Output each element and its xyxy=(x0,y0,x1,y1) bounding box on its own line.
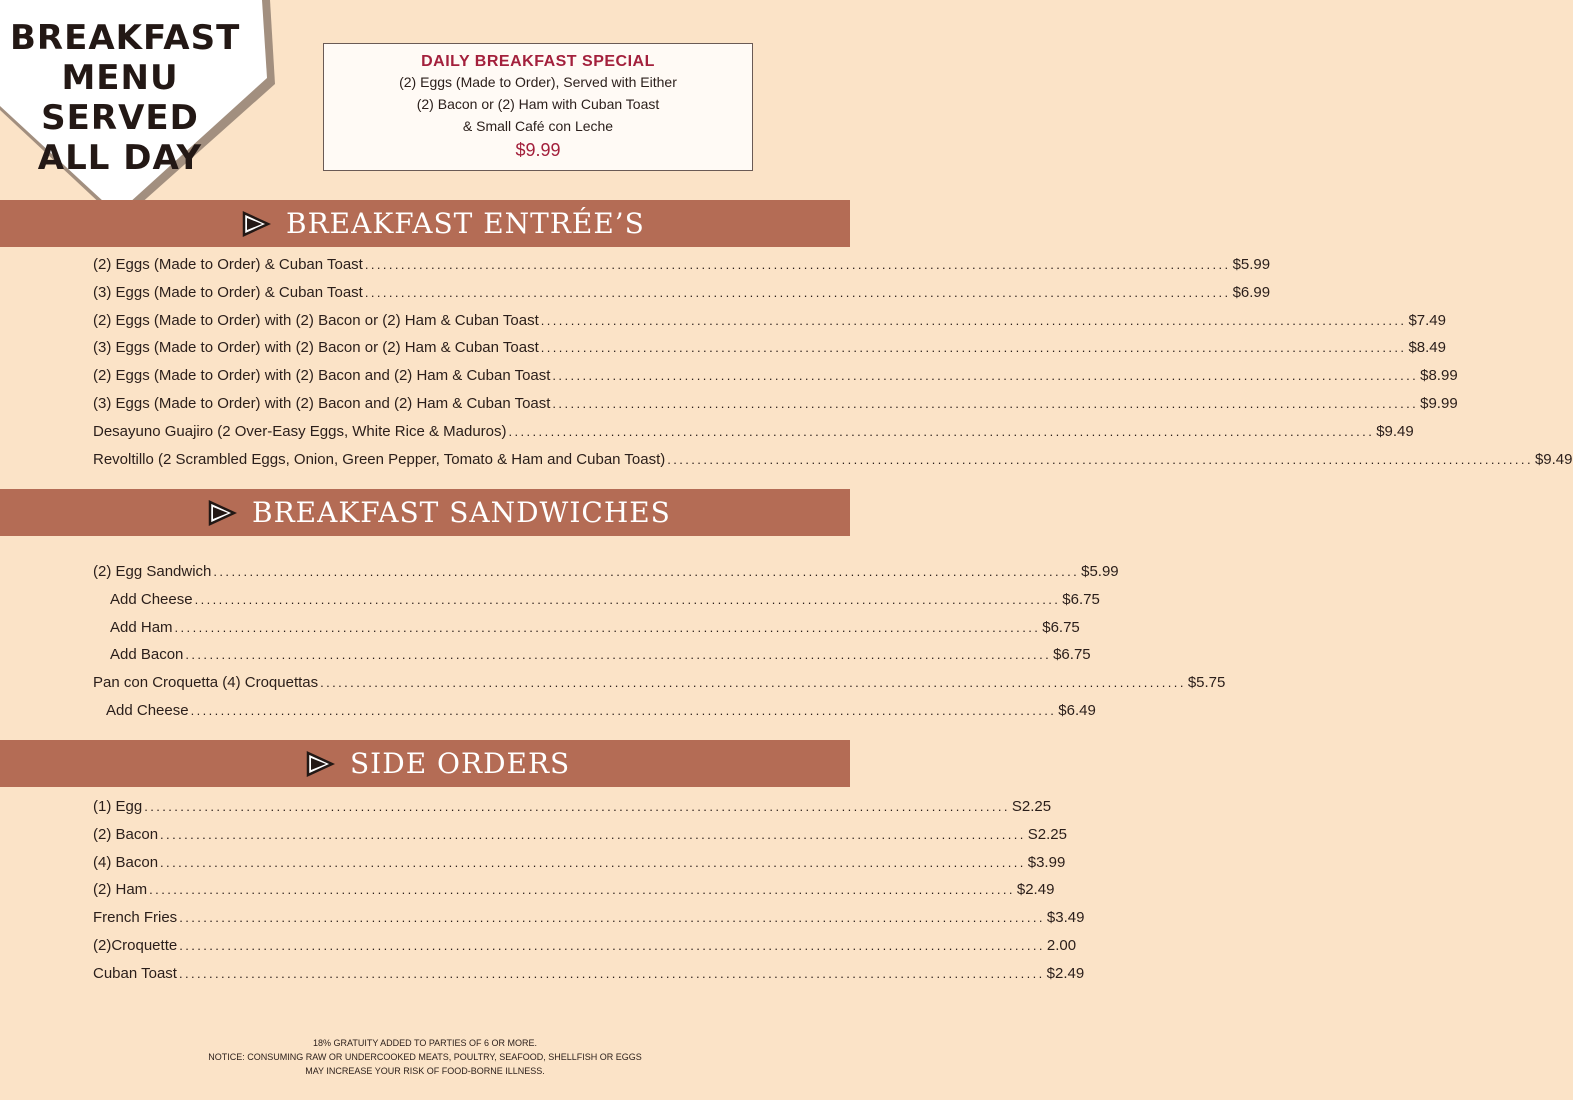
section-band-sides xyxy=(0,740,850,787)
dot-leader: ................................................................................................................................................ xyxy=(364,284,1231,300)
list-item: Pan con Croquetta (4) Croquettas ................................................................................................................................................ $5.75 xyxy=(93,674,1226,692)
section-band-entrees xyxy=(0,200,850,247)
list-item: (2) Ham ................................................................................................................................................ $2.49 xyxy=(93,881,1055,899)
dot-leader: ................................................................................................................................................ xyxy=(213,564,1080,579)
dot-leader: ................................................................................................................................................ xyxy=(179,910,1045,926)
item-list-sandwiches xyxy=(93,563,1226,730)
daily-special-line-2: (2) Bacon or (2) Ham with Cuban Toast xyxy=(416,96,660,112)
dot-leader: ................................................................................................................................................ xyxy=(540,312,1407,328)
dot-leader: ................................................................................................................................................ xyxy=(540,340,1407,356)
dot-leader: ................................................................................................................................................ xyxy=(552,368,1419,384)
list-item: (2) Eggs (Made to Order) with (2) Bacon or (2) Ham & Cuban Toast ................................................................................................................................................ $7.49 xyxy=(93,311,1446,329)
play-arrow-icon xyxy=(306,750,334,778)
list-item: Add Ham ................................................................................................................................................ $6.75 xyxy=(110,618,1080,636)
dot-leader: ................................................................................................................................................ xyxy=(149,882,1015,898)
list-item: Revoltillo (2 Scrambled Eggs, Onion, Green Pepper, Tomato & Ham and Cuban Toast) ................................................................................................................................................ $9.49 xyxy=(93,450,1573,468)
dot-leader: ................................................................................................................................................ xyxy=(179,937,1045,953)
list-item: Cuban Toast ................................................................................................................................................ $2.49 xyxy=(93,964,1085,982)
list-item: (4) Bacon ................................................................................................................................................ $3.99 xyxy=(93,853,1066,871)
corner-line-3: ALL DAY xyxy=(37,138,203,178)
corner-line-1: BREAKFAST xyxy=(10,18,241,58)
dot-leader: ................................................................................................................................................ xyxy=(667,451,1533,467)
daily-special-line-3: & Small Café con Leche xyxy=(462,118,614,134)
daily-special-title: DAILY BREAKFAST SPECIAL xyxy=(421,53,655,70)
daily-special-line-1: (2) Eggs (Made to Order), Served with Either xyxy=(399,74,677,90)
dot-leader: ................................................................................................................................................ xyxy=(160,854,1026,870)
dot-leader: ................................................................................................................................................ xyxy=(178,965,1045,981)
item-list-entrees xyxy=(93,256,1573,478)
dot-leader: ................................................................................................................................................ xyxy=(160,826,1026,842)
list-item: (2) Egg Sandwich ................................................................................................................................................ $5.99 xyxy=(93,563,1119,580)
section-title-sandwiches: BREAKFAST SANDWICHES xyxy=(252,496,671,529)
footer-line-risk: MAY INCREASE YOUR RISK OF FOOD-BORNE ILLNESS. xyxy=(305,1066,545,1076)
list-item: (2) Eggs (Made to Order) & Cuban Toast ................................................................................................................................................ $5.99 xyxy=(93,256,1271,273)
corner-banner-title xyxy=(10,18,241,178)
footer-line-notice: NOTICE: CONSUMING RAW OR UNDERCOOKED MEATS, POULTRY, SEAFOOD, SHELLFISH OR EGGS xyxy=(208,1052,642,1062)
list-item: (2) Eggs (Made to Order) with (2) Bacon and (2) Ham & Cuban Toast ................................................................................................................................................ $8.99 xyxy=(93,367,1458,385)
footer-line-gratuity: 18% GRATUITY ADDED TO PARTIES OF 6 OR MORE. xyxy=(312,1038,538,1048)
section-band-sandwiches xyxy=(0,489,850,536)
list-item: (3) Eggs (Made to Order) & Cuban Toast ................................................................................................................................................ $6.99 xyxy=(93,283,1271,301)
list-item: Add Cheese ................................................................................................................................................ $6.49 xyxy=(106,701,1096,719)
dot-leader: ................................................................................................................................................ xyxy=(552,395,1419,411)
dot-leader: ................................................................................................................................................ xyxy=(194,591,1061,607)
list-item: Add Bacon ................................................................................................................................................ $6.75 xyxy=(110,646,1091,664)
list-item: French Fries ................................................................................................................................................ $3.49 xyxy=(93,909,1085,927)
section-title-sides: SIDE ORDERS xyxy=(350,747,571,780)
dot-leader: ................................................................................................................................................ xyxy=(174,619,1041,635)
daily-special-price: $9.99 xyxy=(515,140,561,160)
list-item: Desayuno Guajiro (2 Over-Easy Eggs, White Rice & Maduros) ................................................................................................................................................ $9.49 xyxy=(93,422,1414,440)
list-item: (3) Eggs (Made to Order) with (2) Bacon and (2) Ham & Cuban Toast ................................................................................................................................................ $9.99 xyxy=(93,394,1458,412)
corner-line-2: MENU SERVED xyxy=(41,58,199,138)
list-item: (3) Eggs (Made to Order) with (2) Bacon or (2) Ham & Cuban Toast ................................................................................................................................................ $8.49 xyxy=(93,339,1446,357)
dot-leader: ................................................................................................................................................ xyxy=(508,423,1375,439)
daily-special-box xyxy=(323,43,753,171)
dot-leader: ................................................................................................................................................ xyxy=(190,702,1057,718)
section-title-entrees: BREAKFAST ENTRÉE’S xyxy=(286,207,645,240)
footer-notice xyxy=(0,1036,850,1078)
list-item: (1) Egg ................................................................................................................................................ S2.25 xyxy=(93,798,1052,815)
play-arrow-icon xyxy=(242,210,270,238)
item-list-sides xyxy=(93,798,1085,993)
list-item: (2)Croquette ................................................................................................................................................ 2.00 xyxy=(93,936,1077,954)
dot-leader: ................................................................................................................................................ xyxy=(364,257,1231,272)
dot-leader: ................................................................................................................................................ xyxy=(320,675,1186,691)
dot-leader: ................................................................................................................................................ xyxy=(185,647,1052,663)
dot-leader: ................................................................................................................................................ xyxy=(144,799,1010,814)
list-item: Add Cheese ................................................................................................................................................ $6.75 xyxy=(110,590,1100,608)
play-arrow-icon xyxy=(208,499,236,527)
list-item: (2) Bacon ................................................................................................................................................ S2.25 xyxy=(93,825,1067,843)
